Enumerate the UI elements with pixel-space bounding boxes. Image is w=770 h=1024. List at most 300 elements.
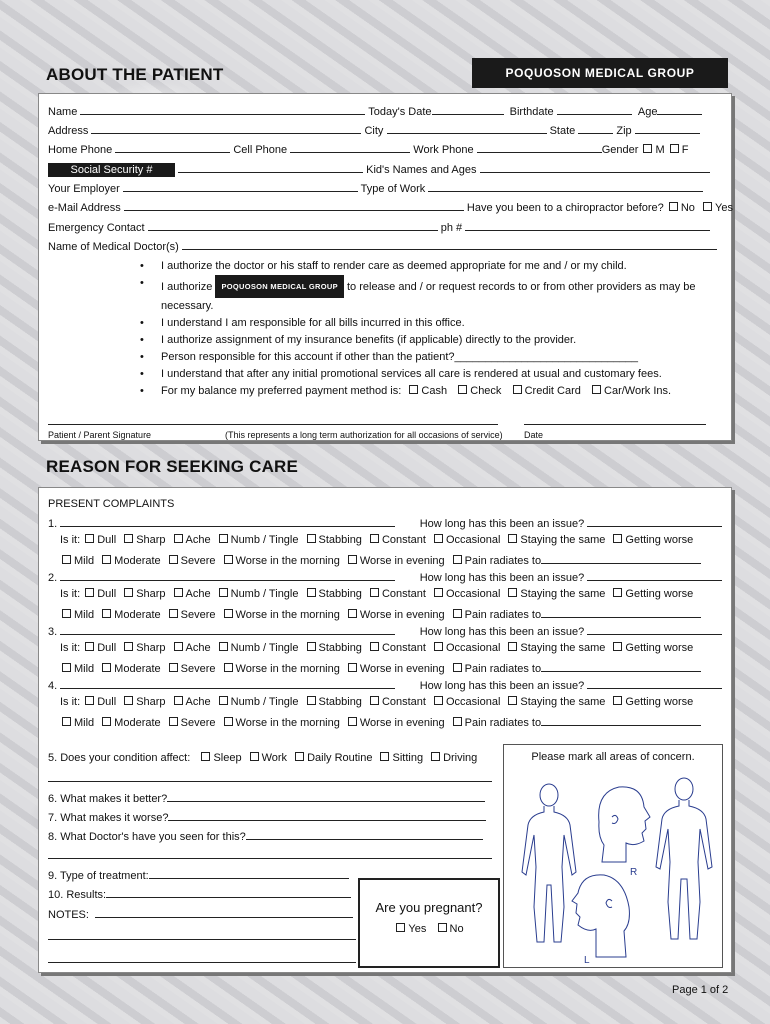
row-name bbox=[48, 104, 702, 118]
severity-label: Worse in the morning bbox=[235, 663, 340, 675]
page-number: Page 1 of 2 bbox=[672, 984, 729, 996]
pay-ins-checkbox[interactable] bbox=[592, 385, 601, 394]
severity-option[interactable] bbox=[222, 609, 340, 621]
symptom-label: Stabbing bbox=[318, 696, 362, 708]
auth-item bbox=[140, 383, 710, 400]
symptom-option[interactable] bbox=[368, 696, 426, 708]
severity-option[interactable] bbox=[60, 555, 94, 567]
complaint-field[interactable] bbox=[60, 678, 395, 689]
symptom-label: Ache bbox=[185, 534, 211, 546]
is-it-row bbox=[60, 642, 699, 654]
radiates-field[interactable] bbox=[541, 661, 701, 672]
symptom-option[interactable] bbox=[506, 588, 605, 600]
severity-option[interactable] bbox=[346, 663, 445, 675]
side-head-left-figure bbox=[572, 875, 629, 966]
pregnant-question: Are you pregnant? bbox=[375, 900, 483, 915]
radiates-field[interactable] bbox=[541, 607, 701, 618]
symptom-checkbox[interactable] bbox=[85, 696, 94, 705]
work-phone-field[interactable] bbox=[477, 142, 602, 153]
severity-checkbox[interactable] bbox=[169, 555, 178, 564]
symptom-checkbox[interactable] bbox=[219, 696, 228, 705]
symptom-checkbox[interactable] bbox=[219, 642, 228, 651]
home-phone-field[interactable] bbox=[115, 142, 230, 153]
email-label: e-Mail Address bbox=[48, 202, 121, 214]
symptom-option[interactable] bbox=[172, 534, 211, 546]
severity-label: Moderate bbox=[114, 717, 161, 729]
severity-option[interactable] bbox=[346, 609, 445, 621]
gender-f-label: F bbox=[681, 144, 689, 156]
q7-row bbox=[48, 810, 486, 824]
how-long-label: How long has this been an issue? bbox=[419, 572, 585, 584]
symptom-option[interactable] bbox=[305, 534, 362, 546]
symptom-label: Getting worse bbox=[625, 588, 694, 600]
radiates-option[interactable] bbox=[451, 717, 701, 729]
symptom-checkbox[interactable] bbox=[307, 642, 316, 651]
affect-checkbox[interactable] bbox=[380, 752, 389, 761]
q10-row bbox=[48, 887, 351, 901]
signature-line[interactable] bbox=[48, 424, 498, 425]
symptom-checkbox[interactable] bbox=[174, 642, 183, 651]
q10-field[interactable] bbox=[106, 887, 351, 898]
symptom-label: Sharp bbox=[136, 534, 166, 546]
notes-line[interactable] bbox=[48, 962, 356, 963]
symptom-checkbox[interactable] bbox=[174, 696, 183, 705]
radiates-checkbox[interactable] bbox=[453, 609, 462, 618]
severity-label: Mild bbox=[74, 555, 95, 567]
pregnant-no-checkbox[interactable] bbox=[438, 923, 447, 932]
symptom-label: Getting worse bbox=[625, 696, 694, 708]
complaint-field[interactable] bbox=[60, 516, 395, 527]
symptom-checkbox[interactable] bbox=[219, 534, 228, 543]
ph-field[interactable] bbox=[465, 220, 710, 231]
symptom-checkbox[interactable] bbox=[508, 588, 517, 597]
symptom-checkbox[interactable] bbox=[307, 696, 316, 705]
q6-field[interactable] bbox=[167, 791, 485, 802]
severity-checkbox[interactable] bbox=[62, 663, 71, 672]
symptom-label: Sharp bbox=[136, 642, 166, 654]
symptom-label: Stabbing bbox=[318, 588, 362, 600]
severity-checkbox[interactable] bbox=[224, 663, 233, 672]
how-long-label: How long has this been an issue? bbox=[419, 518, 585, 530]
severity-option[interactable] bbox=[60, 717, 94, 729]
how-long-field[interactable] bbox=[587, 516, 722, 527]
is-it-row bbox=[60, 588, 699, 600]
symptom-checkbox[interactable] bbox=[508, 534, 517, 543]
affect-label: Daily Routine bbox=[307, 752, 373, 764]
severity-checkbox[interactable] bbox=[169, 717, 178, 726]
severity-option[interactable] bbox=[100, 555, 160, 567]
radiates-label: Pain radiates to bbox=[464, 717, 542, 729]
symptom-option[interactable] bbox=[305, 642, 362, 654]
pay-cash-checkbox[interactable] bbox=[409, 385, 418, 394]
symptom-checkbox[interactable] bbox=[370, 534, 379, 543]
symptom-option[interactable] bbox=[611, 696, 693, 708]
gender-label: Gender bbox=[601, 144, 639, 156]
severity-checkbox[interactable] bbox=[62, 717, 71, 726]
affect-option[interactable] bbox=[248, 752, 287, 764]
ssn-label: Social Security # bbox=[48, 163, 175, 177]
address-field[interactable] bbox=[91, 123, 361, 134]
symptom-option[interactable] bbox=[506, 534, 605, 546]
symptom-checkbox[interactable] bbox=[434, 642, 443, 651]
severity-label: Severe bbox=[180, 609, 216, 621]
symptom-checkbox[interactable] bbox=[307, 534, 316, 543]
severity-label: Moderate bbox=[114, 609, 161, 621]
symptom-checkbox[interactable] bbox=[613, 588, 622, 597]
severity-label: Severe bbox=[180, 717, 216, 729]
q8-label: 8. What Doctor's have you seen for this? bbox=[48, 831, 246, 843]
symptom-checkbox[interactable] bbox=[370, 696, 379, 705]
symptom-option[interactable] bbox=[83, 696, 116, 708]
pregnant-yes-label: Yes bbox=[408, 923, 427, 935]
severity-checkbox[interactable] bbox=[169, 609, 178, 618]
how-long-label: How long has this been an issue? bbox=[419, 680, 585, 692]
severity-row bbox=[60, 553, 701, 567]
q5-options bbox=[199, 752, 483, 764]
symptom-label: Ache bbox=[185, 696, 211, 708]
auth-text: I authorize bbox=[161, 281, 213, 293]
notes-field[interactable] bbox=[95, 907, 353, 918]
symptom-option[interactable] bbox=[432, 588, 500, 600]
diagram-r-label: R bbox=[630, 867, 638, 878]
symptom-label: Stabbing bbox=[318, 642, 362, 654]
affect-checkbox[interactable] bbox=[431, 752, 440, 761]
severity-checkbox[interactable] bbox=[102, 663, 111, 672]
chiro-no-checkbox[interactable] bbox=[669, 202, 678, 211]
section-title-about-patient: ABOUT THE PATIENT bbox=[46, 65, 224, 84]
symptom-option[interactable] bbox=[122, 534, 165, 546]
chiro-question-label: Have you been to a chiropractor before? bbox=[466, 202, 664, 214]
symptom-option[interactable] bbox=[432, 642, 500, 654]
chiro-no-label: No bbox=[680, 202, 695, 214]
severity-checkbox[interactable] bbox=[169, 663, 178, 672]
symptom-checkbox[interactable] bbox=[124, 534, 133, 543]
q5-row bbox=[48, 752, 483, 764]
pay-card-label: Credit Card bbox=[524, 385, 581, 397]
severity-label: Worse in evening bbox=[359, 555, 445, 567]
symptom-label: Dull bbox=[97, 642, 117, 654]
is-it-label: Is it: bbox=[60, 696, 81, 708]
cell-phone-field[interactable] bbox=[290, 142, 410, 153]
gender-m-checkbox[interactable] bbox=[643, 144, 652, 153]
symptom-option[interactable] bbox=[305, 696, 362, 708]
radiates-option[interactable] bbox=[451, 609, 701, 621]
age-field[interactable] bbox=[657, 104, 702, 115]
is-it-row bbox=[60, 534, 699, 546]
severity-checkbox[interactable] bbox=[348, 717, 357, 726]
radiates-option[interactable] bbox=[451, 555, 701, 567]
severity-label: Worse in the morning bbox=[235, 609, 340, 621]
symptom-checkbox[interactable] bbox=[434, 588, 443, 597]
severity-checkbox[interactable] bbox=[102, 609, 111, 618]
q8-answer-line[interactable] bbox=[48, 858, 492, 859]
symptom-option[interactable] bbox=[611, 534, 693, 546]
severity-checkbox[interactable] bbox=[224, 555, 233, 564]
symptom-label: Sharp bbox=[136, 696, 166, 708]
row-ssn bbox=[48, 162, 710, 177]
row-employer bbox=[48, 181, 703, 195]
symptom-option[interactable] bbox=[611, 642, 693, 654]
severity-label: Worse in evening bbox=[359, 717, 445, 729]
radiates-option[interactable] bbox=[451, 663, 701, 675]
emergency-field[interactable] bbox=[148, 220, 438, 231]
complaint-row bbox=[48, 570, 722, 584]
symptom-option[interactable] bbox=[432, 534, 500, 546]
auth-text: necessary. bbox=[161, 300, 214, 312]
severity-option[interactable] bbox=[222, 663, 340, 675]
symptom-checkbox[interactable] bbox=[174, 588, 183, 597]
radiates-label: Pain radiates to bbox=[464, 609, 542, 621]
section-title-reason: REASON FOR SEEKING CARE bbox=[46, 457, 299, 476]
email-field[interactable] bbox=[124, 200, 464, 211]
state-field[interactable] bbox=[578, 123, 613, 134]
severity-checkbox[interactable] bbox=[348, 609, 357, 618]
symptom-option[interactable] bbox=[611, 588, 693, 600]
severity-option[interactable] bbox=[346, 555, 445, 567]
chiro-yes-checkbox[interactable] bbox=[703, 202, 712, 211]
chiro-yes-label: Yes bbox=[715, 202, 733, 214]
row-doctors bbox=[48, 239, 717, 253]
symptom-option[interactable] bbox=[172, 642, 211, 654]
pregnant-options bbox=[360, 923, 498, 935]
todays-date-label: Today's Date bbox=[368, 106, 432, 118]
date-label: Date bbox=[524, 430, 544, 440]
affect-label: Driving bbox=[443, 752, 478, 764]
severity-option[interactable] bbox=[100, 717, 160, 729]
severity-option[interactable] bbox=[60, 609, 94, 621]
radiates-checkbox[interactable] bbox=[453, 663, 462, 672]
auth-item: • I understand I am responsible for all bills incurred in this office. bbox=[140, 315, 710, 332]
type-of-work-field[interactable] bbox=[428, 181, 703, 192]
complaint-row bbox=[48, 678, 722, 692]
symptom-option[interactable] bbox=[506, 696, 605, 708]
radiates-checkbox[interactable] bbox=[453, 717, 462, 726]
side-head-figure bbox=[599, 787, 650, 878]
severity-checkbox[interactable] bbox=[348, 663, 357, 672]
symptom-label: Occasional bbox=[445, 696, 501, 708]
symptom-checkbox[interactable] bbox=[508, 642, 517, 651]
symptom-option[interactable] bbox=[217, 534, 299, 546]
affect-checkbox[interactable] bbox=[201, 752, 210, 761]
severity-checkbox[interactable] bbox=[102, 555, 111, 564]
severity-row bbox=[60, 715, 701, 729]
ssn-field[interactable] bbox=[178, 162, 363, 173]
symptom-checkbox[interactable] bbox=[434, 696, 443, 705]
symptom-checkbox[interactable] bbox=[124, 588, 133, 597]
date-line[interactable] bbox=[524, 424, 706, 425]
notes-row bbox=[48, 907, 353, 921]
severity-checkbox[interactable] bbox=[62, 609, 71, 618]
birthdate-label: Birthdate bbox=[509, 106, 554, 118]
auth-item: • I authorize the doctor or his staff to render care as deemed appropriate for me and / or my child. bbox=[140, 258, 710, 275]
q6-label: 6. What makes it better? bbox=[48, 793, 168, 805]
city-field[interactable] bbox=[387, 123, 547, 134]
severity-row bbox=[60, 607, 701, 621]
doctors-field[interactable] bbox=[182, 239, 717, 250]
affect-label: Sitting bbox=[392, 752, 424, 764]
type-of-work-label: Type of Work bbox=[360, 183, 426, 195]
zip-field[interactable] bbox=[635, 123, 700, 134]
state-label: State bbox=[549, 125, 576, 137]
symptom-checkbox[interactable] bbox=[370, 642, 379, 651]
symptom-option[interactable] bbox=[217, 696, 299, 708]
q8-row bbox=[48, 829, 483, 843]
symptom-option[interactable] bbox=[368, 642, 426, 654]
symptom-label: Constant bbox=[381, 534, 426, 546]
is-it-label: Is it: bbox=[60, 642, 81, 654]
radiates-checkbox[interactable] bbox=[453, 555, 462, 564]
symptom-checkbox[interactable] bbox=[613, 534, 622, 543]
severity-checkbox[interactable] bbox=[224, 717, 233, 726]
severity-checkbox[interactable] bbox=[224, 609, 233, 618]
age-label: Age bbox=[637, 106, 658, 118]
severity-option[interactable] bbox=[346, 717, 445, 729]
pay-check-checkbox[interactable] bbox=[458, 385, 467, 394]
symptom-option[interactable] bbox=[432, 696, 500, 708]
symptom-option[interactable] bbox=[217, 642, 299, 654]
affect-option[interactable] bbox=[429, 752, 477, 764]
symptom-checkbox[interactable] bbox=[174, 534, 183, 543]
how-long-field[interactable] bbox=[587, 570, 722, 581]
severity-label: Mild bbox=[74, 663, 95, 675]
is-it-row bbox=[60, 696, 699, 708]
severity-option[interactable] bbox=[60, 663, 94, 675]
complaint-field[interactable] bbox=[60, 624, 395, 635]
symptom-option[interactable] bbox=[506, 642, 605, 654]
symptom-label: Stabbing bbox=[318, 534, 362, 546]
home-phone-label: Home Phone bbox=[48, 144, 113, 156]
symptom-option[interactable] bbox=[83, 588, 116, 600]
symptom-checkbox[interactable] bbox=[85, 534, 94, 543]
pay-card-checkbox[interactable] bbox=[513, 385, 522, 394]
symptom-label: Staying the same bbox=[520, 588, 606, 600]
affect-checkbox[interactable] bbox=[295, 752, 304, 761]
q9-field[interactable] bbox=[149, 868, 349, 879]
severity-checkbox[interactable] bbox=[348, 555, 357, 564]
complaint-number: 4. bbox=[48, 680, 58, 692]
notes-line[interactable] bbox=[48, 939, 356, 940]
severity-label: Severe bbox=[180, 663, 216, 675]
work-phone-label: Work Phone bbox=[413, 144, 474, 156]
pregnant-yes-checkbox[interactable] bbox=[396, 923, 405, 932]
employer-field[interactable] bbox=[123, 181, 358, 192]
symptom-option[interactable] bbox=[368, 588, 426, 600]
row-address bbox=[48, 123, 700, 137]
severity-option[interactable] bbox=[167, 717, 216, 729]
pay-check-label: Check bbox=[470, 385, 502, 397]
complaints-heading: PRESENT COMPLAINTS bbox=[48, 498, 175, 510]
affect-checkbox[interactable] bbox=[250, 752, 259, 761]
gender-f-checkbox[interactable] bbox=[670, 144, 679, 153]
symptom-label: Ache bbox=[185, 642, 211, 654]
severity-checkbox[interactable] bbox=[62, 555, 71, 564]
row-email bbox=[48, 200, 733, 214]
severity-option[interactable] bbox=[222, 555, 340, 567]
symptom-checkbox[interactable] bbox=[85, 588, 94, 597]
gender-m-label: M bbox=[655, 144, 665, 156]
zip-label: Zip bbox=[616, 125, 632, 137]
employer-label: Your Employer bbox=[48, 183, 120, 195]
symptom-checkbox[interactable] bbox=[508, 696, 517, 705]
complaint-number: 1. bbox=[48, 518, 58, 530]
brand-banner: POQUOSON MEDICAL GROUP bbox=[472, 58, 728, 88]
symptom-label: Sharp bbox=[136, 588, 166, 600]
how-long-field[interactable] bbox=[587, 678, 722, 689]
pregnant-box bbox=[358, 878, 500, 968]
brand-inline: POQUOSON MEDICAL GROUP bbox=[215, 275, 343, 298]
severity-checkbox[interactable] bbox=[102, 717, 111, 726]
body-diagram-figures[interactable] bbox=[504, 767, 722, 967]
severity-option[interactable] bbox=[167, 555, 216, 567]
q7-field[interactable] bbox=[168, 810, 486, 821]
severity-option[interactable] bbox=[167, 609, 216, 621]
birthdate-field[interactable] bbox=[557, 104, 632, 115]
symptom-checkbox[interactable] bbox=[85, 642, 94, 651]
q8-field[interactable] bbox=[246, 829, 483, 840]
symptom-checkbox[interactable] bbox=[219, 588, 228, 597]
how-long-field[interactable] bbox=[587, 624, 722, 635]
severity-label: Worse in the morning bbox=[235, 717, 340, 729]
q7-label: 7. What makes it worse? bbox=[48, 812, 169, 824]
symptom-checkbox[interactable] bbox=[434, 534, 443, 543]
symptom-option[interactable] bbox=[122, 696, 165, 708]
radiates-field[interactable] bbox=[541, 715, 701, 726]
q9-row bbox=[48, 868, 349, 882]
symptom-option[interactable] bbox=[368, 534, 426, 546]
symptom-checkbox[interactable] bbox=[124, 642, 133, 651]
symptom-option[interactable] bbox=[172, 696, 211, 708]
symptom-checkbox[interactable] bbox=[370, 588, 379, 597]
severity-option[interactable] bbox=[167, 663, 216, 675]
symptom-label: Dull bbox=[97, 696, 117, 708]
radiates-field[interactable] bbox=[541, 553, 701, 564]
symptom-label: Constant bbox=[381, 588, 426, 600]
q5-label: 5. Does your condition affect: bbox=[48, 752, 191, 764]
affect-option[interactable] bbox=[378, 752, 423, 764]
severity-label: Worse in evening bbox=[359, 663, 445, 675]
symptom-checkbox[interactable] bbox=[613, 696, 622, 705]
symptom-option[interactable] bbox=[217, 588, 299, 600]
symptom-label: Staying the same bbox=[520, 642, 606, 654]
symptom-option[interactable] bbox=[83, 534, 116, 546]
complaint-field[interactable] bbox=[60, 570, 395, 581]
symptom-checkbox[interactable] bbox=[613, 642, 622, 651]
q5-answer-line[interactable] bbox=[48, 781, 492, 782]
doctors-label: Name of Medical Doctor(s) bbox=[48, 241, 179, 253]
severity-label: Severe bbox=[180, 555, 216, 567]
front-body-figure bbox=[522, 784, 576, 942]
complaint-number: 3. bbox=[48, 626, 58, 638]
name-field[interactable] bbox=[80, 104, 365, 115]
symptom-option[interactable] bbox=[83, 642, 116, 654]
severity-option[interactable] bbox=[100, 663, 160, 675]
severity-option[interactable] bbox=[222, 717, 340, 729]
radiates-label: Pain radiates to bbox=[464, 663, 542, 675]
todays-date-field[interactable] bbox=[432, 104, 504, 115]
symptom-checkbox[interactable] bbox=[307, 588, 316, 597]
affect-option[interactable] bbox=[199, 752, 241, 764]
severity-label: Worse in evening bbox=[359, 609, 445, 621]
symptom-checkbox[interactable] bbox=[124, 696, 133, 705]
symptom-option[interactable] bbox=[172, 588, 211, 600]
symptom-option[interactable] bbox=[122, 588, 165, 600]
symptom-label: Getting worse bbox=[625, 642, 694, 654]
affect-option[interactable] bbox=[293, 752, 372, 764]
kids-field[interactable] bbox=[480, 162, 710, 173]
symptom-option[interactable] bbox=[305, 588, 362, 600]
symptom-option[interactable] bbox=[122, 642, 165, 654]
severity-option[interactable] bbox=[100, 609, 160, 621]
